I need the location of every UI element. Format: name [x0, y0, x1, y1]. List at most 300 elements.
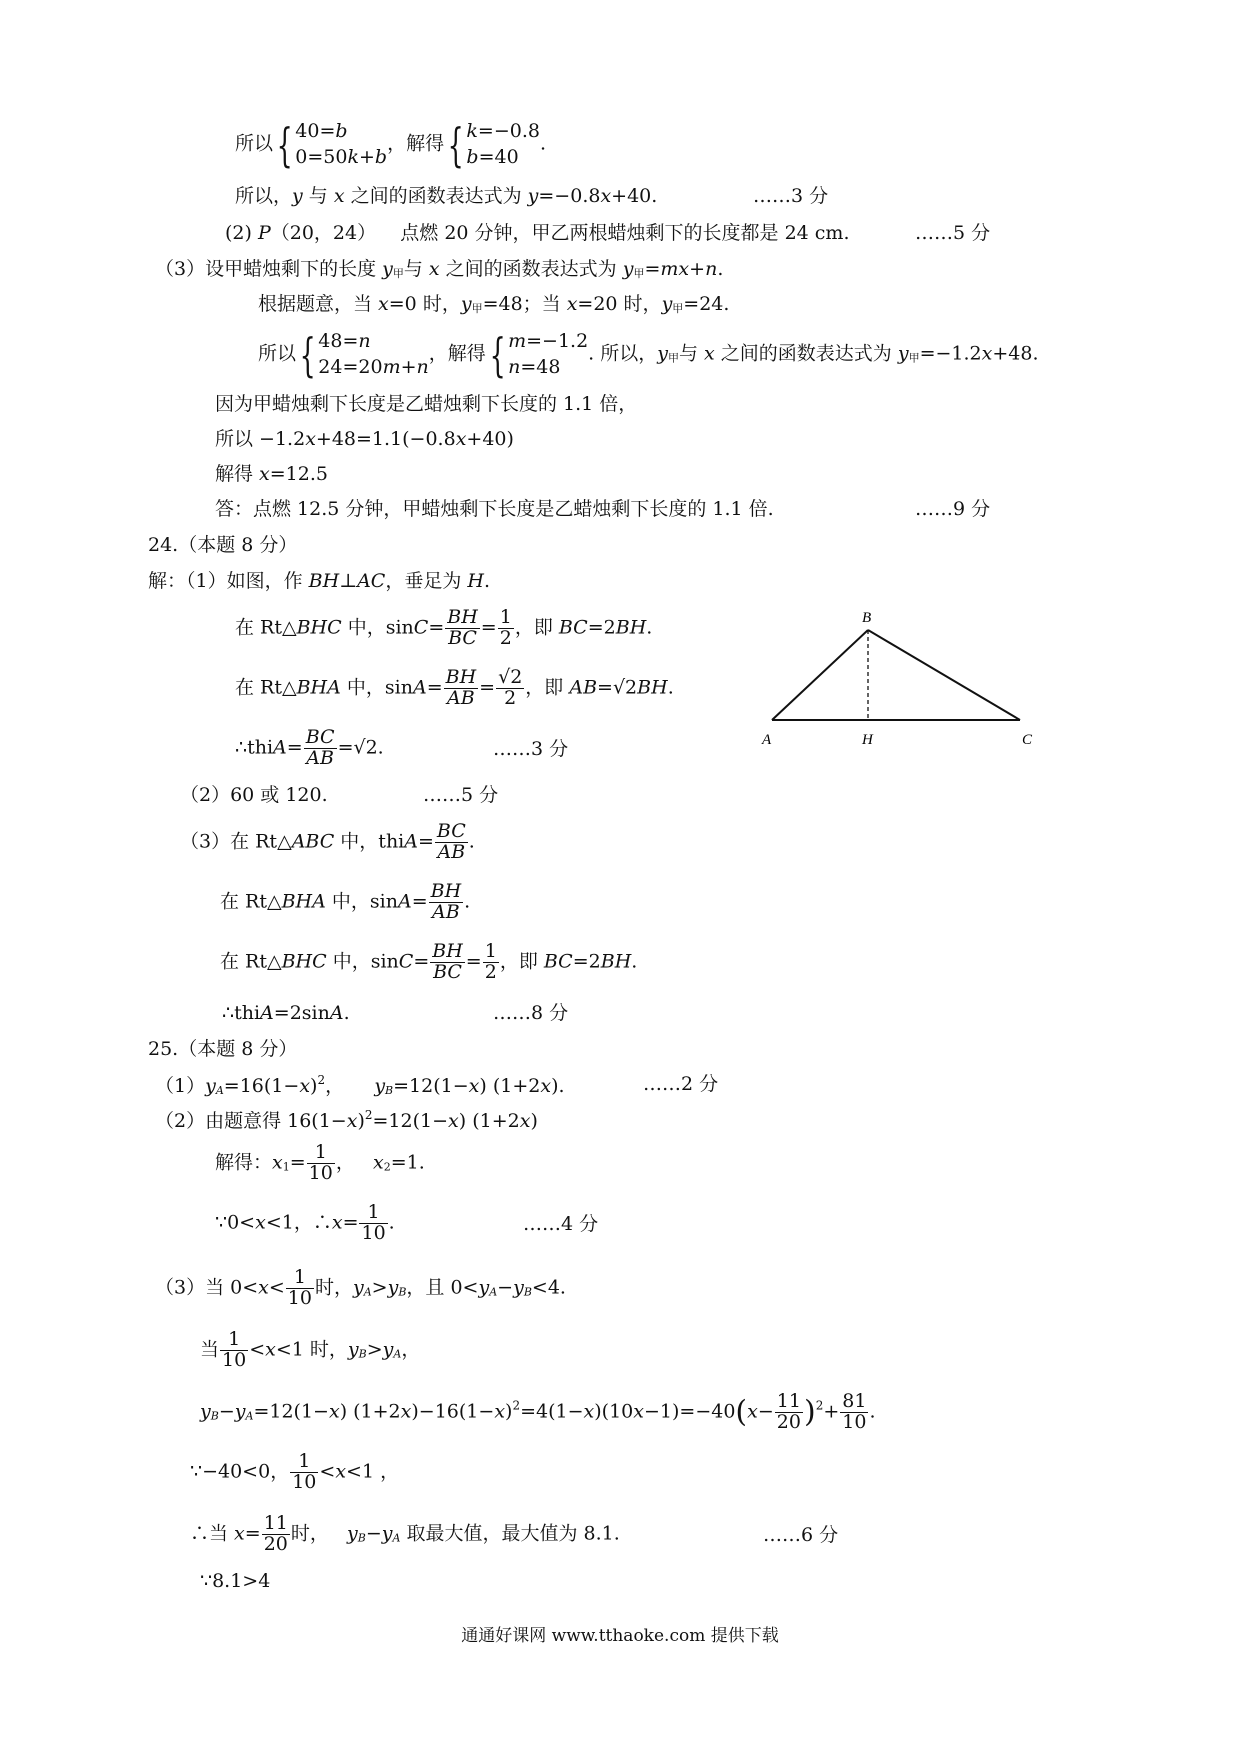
text: 之间的函数表达式为: [344, 185, 528, 207]
text: （1）: [155, 1075, 206, 1097]
denominator: 2: [504, 686, 517, 709]
line-25h: [190, 1452, 399, 1493]
text: =: [426, 676, 443, 699]
numerator: BH: [447, 606, 478, 628]
var: BHA: [296, 676, 341, 699]
line-24c: [235, 668, 674, 709]
denominator: 10: [308, 1161, 333, 1184]
var: n: [358, 330, 371, 352]
line-8: [215, 428, 514, 451]
var: y: [205, 1075, 216, 1097]
text: =12(1−: [372, 1110, 449, 1132]
var: x: [328, 1400, 340, 1423]
text: .: [717, 258, 724, 280]
numerator: 1: [286, 1268, 314, 1289]
var: C: [413, 616, 429, 639]
text: )−16(1−: [411, 1400, 495, 1423]
text: 40=: [295, 120, 336, 142]
text: 在 Rt△: [220, 890, 282, 913]
text: −: [497, 1276, 514, 1299]
text: ): [505, 1400, 513, 1423]
text: 中，thi: [334, 830, 405, 853]
var: x: [468, 1075, 480, 1097]
var: x: [455, 428, 467, 450]
sub: A: [215, 1084, 224, 1097]
numerator: √2: [498, 666, 523, 688]
text: =: [480, 616, 497, 639]
var: x: [583, 1400, 595, 1423]
numerator: BH: [432, 940, 463, 962]
text: <4.: [531, 1276, 566, 1299]
label-h: H: [862, 732, 873, 748]
text: 时，: [290, 1522, 329, 1545]
line-9: [215, 463, 328, 486]
var: x: [678, 258, 690, 280]
score-8: ……8 分: [493, 1002, 569, 1024]
line-24b: [235, 608, 652, 649]
text: =0 时，: [388, 293, 461, 315]
text: 取最大值，最大值为 8.1.: [400, 1522, 620, 1545]
text: =12.5: [269, 463, 328, 485]
var: y: [387, 1276, 399, 1299]
text: =12(1−: [253, 1400, 329, 1423]
text: 根据题意，当: [258, 293, 379, 315]
var: x: [272, 1151, 283, 1174]
text: <1 时，: [275, 1338, 348, 1361]
text: （2）由题意得 16(1−: [155, 1110, 347, 1132]
sub: 2: [383, 1160, 391, 1174]
score-3b: ……3 分: [493, 738, 569, 760]
numerator: 1: [359, 1203, 387, 1224]
text: 所以，: [235, 185, 293, 207]
text: ): [310, 1075, 318, 1097]
text: ，: [325, 1075, 345, 1097]
brace: {: [489, 327, 506, 382]
line-25c: [215, 1143, 425, 1184]
score-5b: ……5 分: [423, 784, 499, 806]
text: 当: [200, 1338, 220, 1361]
text: .: [464, 890, 471, 913]
score-3: ……3 分: [753, 185, 829, 207]
system-equations: [295, 119, 387, 170]
var: A: [329, 1002, 344, 1024]
var: y: [292, 185, 303, 207]
var: BH: [615, 616, 647, 639]
paren-close: ): [803, 1394, 816, 1430]
text: 48=: [318, 330, 359, 352]
text: =48: [520, 355, 561, 378]
sup: 2: [815, 1398, 824, 1413]
text: 之间的函数表达式为: [439, 258, 623, 280]
text: =: [286, 736, 303, 759]
var: A: [260, 1002, 274, 1024]
fraction: [498, 608, 514, 649]
var: A: [397, 890, 412, 913]
brace: {: [276, 117, 293, 172]
fraction: [430, 942, 465, 983]
score-5: ……5 分: [915, 222, 991, 244]
text: .: [343, 1002, 350, 1024]
text: ).: [551, 1075, 565, 1097]
line-5: [258, 293, 729, 316]
var: y: [657, 342, 668, 365]
text: ，垂足为: [385, 570, 468, 592]
numerator: 1: [499, 606, 512, 628]
numerator: 1: [484, 940, 497, 962]
sup: 2: [317, 1073, 326, 1087]
text: 在 Rt△: [220, 950, 282, 973]
text: 中，sin: [325, 890, 398, 913]
var: x: [428, 258, 440, 280]
var: C: [398, 950, 414, 973]
var: x: [519, 1110, 531, 1132]
denominator: AB: [437, 840, 466, 863]
var: x: [333, 185, 345, 207]
var: x: [566, 293, 578, 315]
var: b: [466, 145, 479, 168]
text: >: [366, 1338, 383, 1361]
var: y: [478, 1276, 490, 1299]
text: ，即: [499, 950, 544, 973]
var: y: [382, 258, 393, 280]
text: =: [289, 1151, 306, 1174]
text: +40): [466, 428, 514, 450]
sup: 2: [512, 1398, 521, 1413]
var: AB: [569, 676, 598, 699]
var: m: [660, 258, 679, 280]
question-25-heading: 25.（本题 8 分）: [148, 1038, 298, 1060]
text: .: [539, 132, 547, 155]
text: 在 Rt△: [235, 676, 297, 699]
line-24f: [180, 822, 475, 863]
text: ) (1+2: [479, 1075, 541, 1097]
text: =16(1−: [223, 1075, 300, 1097]
text: −: [365, 1522, 382, 1545]
text: >: [371, 1276, 388, 1299]
denominator: 20: [263, 1532, 288, 1555]
var: y: [347, 1522, 358, 1545]
sub: A: [363, 1285, 372, 1299]
fraction: [429, 882, 464, 923]
text: 之间的函数表达式为: [714, 342, 898, 365]
fraction: [445, 608, 480, 649]
text: =: [644, 258, 661, 280]
system-equations: [318, 329, 428, 380]
var: y: [527, 185, 539, 207]
text: 时，: [314, 1276, 353, 1299]
text: .: [388, 1211, 395, 1234]
var: x: [704, 342, 715, 365]
text: ，: [335, 1151, 355, 1174]
text: =4(1−: [520, 1400, 584, 1423]
text: )(10: [594, 1400, 634, 1423]
text: ∴thi: [222, 1002, 261, 1024]
text: ，: [401, 1338, 421, 1361]
text: =: [428, 616, 445, 639]
text: =: [244, 1522, 261, 1545]
sub: 甲: [392, 267, 404, 280]
numerator: 1: [220, 1330, 248, 1351]
var: BC: [558, 616, 588, 639]
denominator: 2: [484, 960, 497, 983]
var: x: [372, 1151, 384, 1174]
denominator: 10: [287, 1286, 312, 1309]
text: +48=1.1(−0.8: [315, 428, 456, 450]
line-3: [225, 222, 850, 245]
text: 与: [302, 185, 334, 207]
var: k: [466, 120, 478, 142]
sub: A: [245, 1409, 254, 1423]
var: x: [346, 1110, 358, 1132]
brace: {: [447, 117, 464, 172]
var: y: [460, 293, 472, 315]
numerator: 11: [263, 1512, 288, 1534]
var: n: [416, 355, 429, 378]
paren-open: (: [735, 1394, 748, 1430]
line-24e: （2）60 或 120.: [180, 784, 328, 806]
text: 点燃 20 分钟，甲乙两根蜡烛剩下的长度都是 24 cm.: [400, 222, 850, 244]
var: x: [265, 1338, 276, 1361]
text: =−0.8: [477, 120, 540, 142]
var: b: [335, 120, 348, 142]
text: ，即: [514, 616, 559, 639]
var: BHA: [281, 890, 326, 913]
var: x: [299, 1075, 311, 1097]
side-bc: [868, 630, 1020, 720]
text: （3）在 Rt△: [180, 830, 292, 853]
line-system-2: [258, 329, 1039, 380]
line-25j: ∵8.1>4: [200, 1570, 271, 1592]
sub: B: [357, 1531, 366, 1545]
sub: 甲: [668, 351, 679, 365]
fraction: [307, 1143, 335, 1184]
line-4: [155, 258, 723, 281]
line-7: 因为甲蜡烛剩下长度是乙蜡烛剩下长度的 1.1 倍，: [215, 393, 638, 415]
text: 所以: [258, 342, 297, 365]
numerator: 1: [307, 1143, 335, 1164]
sub: 甲: [672, 302, 684, 315]
line-25i: [190, 1514, 620, 1555]
numerator: 1: [290, 1452, 318, 1473]
var: x: [234, 1522, 245, 1545]
var: y: [381, 1522, 393, 1545]
var: x: [600, 185, 612, 207]
score-9: ……9 分: [915, 498, 991, 520]
var: BC: [543, 950, 573, 973]
text: .: [667, 676, 674, 699]
text: ) (1+2: [339, 1400, 401, 1423]
var: P: [257, 222, 271, 244]
denominator: BC: [448, 626, 477, 649]
score-6: ……6 分: [763, 1524, 839, 1546]
text: =: [342, 1211, 359, 1234]
line-25e: [155, 1268, 566, 1309]
var: x: [259, 463, 270, 485]
fraction: [840, 1392, 868, 1433]
text: <: [268, 1276, 285, 1299]
text: +40.: [611, 185, 658, 207]
text: （3）当 0<: [155, 1276, 259, 1299]
score-2: ……2 分: [643, 1073, 719, 1095]
fraction: [435, 822, 468, 863]
fraction: [286, 1268, 314, 1309]
var: y: [352, 1276, 364, 1299]
text: ) (1+2: [458, 1110, 520, 1132]
text: ∵−40<0，: [190, 1460, 290, 1483]
side-ab: [772, 630, 868, 720]
line-2: [235, 185, 657, 208]
score-4: ……4 分: [523, 1213, 599, 1235]
var: x: [981, 342, 993, 365]
line-25a: [155, 1073, 565, 1098]
denominator: BC: [433, 960, 462, 983]
sub: 甲: [633, 267, 645, 280]
text: ，即: [525, 676, 570, 699]
text: =1.: [390, 1151, 425, 1174]
text: 与: [679, 342, 705, 365]
var: y: [347, 1338, 359, 1361]
text: <: [319, 1460, 336, 1483]
fraction: [496, 668, 524, 709]
var: y: [234, 1400, 246, 1423]
text: −: [757, 1400, 774, 1423]
text: . 所以，: [588, 342, 658, 365]
var: BHC: [296, 616, 342, 639]
text: =20 时，: [577, 293, 662, 315]
text: =: [418, 830, 434, 853]
triangle-diagram: [760, 606, 1060, 756]
text: 所以: [235, 132, 274, 155]
text: =12(1−: [393, 1075, 469, 1097]
text: =√2.: [337, 736, 384, 759]
text: =: [413, 950, 430, 973]
var: x: [255, 1211, 266, 1234]
var: y: [374, 1075, 386, 1097]
text: +: [400, 355, 417, 378]
footer: 通通好课网 www.tthaoke.com 提供下载: [461, 1626, 779, 1646]
label-c: C: [1022, 732, 1033, 748]
text: =2sin: [273, 1002, 330, 1024]
sub: 1: [282, 1160, 290, 1174]
var: x: [747, 1400, 758, 1423]
line-24g: [220, 882, 470, 923]
fraction: [775, 1392, 803, 1433]
var: A: [412, 676, 427, 699]
line-system-1: [235, 119, 546, 170]
sub: B: [385, 1084, 394, 1097]
text: ∴thi: [235, 736, 274, 759]
denominator: 10: [361, 1221, 386, 1244]
var: y: [897, 342, 909, 365]
var: m: [382, 355, 401, 378]
var: x: [540, 1075, 552, 1097]
label-b: B: [862, 610, 872, 626]
label-a: A: [762, 732, 772, 748]
text: （3）设甲蜡烛剩下的长度: [155, 258, 383, 280]
var: x: [378, 293, 389, 315]
denominator: AB: [306, 746, 334, 769]
question-24-heading: 24.（本题 8 分）: [148, 534, 298, 556]
text: <1，∴: [265, 1211, 332, 1234]
text: +: [359, 145, 375, 168]
text: 中，sin: [340, 676, 413, 699]
line-24i: [222, 1002, 350, 1025]
line-24d: [235, 728, 384, 769]
var: BH: [308, 570, 340, 592]
text: .: [631, 950, 638, 973]
var: AC: [357, 570, 386, 592]
sub: A: [393, 1347, 402, 1361]
text: =: [479, 676, 496, 699]
sup: 2: [364, 1108, 373, 1122]
var: A: [273, 736, 287, 759]
fraction: [483, 942, 499, 983]
numerator: BC: [305, 726, 335, 748]
var: b: [374, 145, 388, 168]
fraction: [262, 1514, 290, 1555]
denominator: 10: [842, 1410, 867, 1433]
text: −1)=−40: [643, 1400, 736, 1423]
var: x: [494, 1400, 506, 1423]
line-25f: [200, 1330, 420, 1371]
text: ，解得: [428, 342, 486, 365]
text: =2: [587, 616, 616, 639]
text: +: [823, 1400, 840, 1423]
numerator: 81: [842, 1390, 867, 1412]
text: .: [646, 616, 653, 639]
denominator: AB: [432, 900, 460, 923]
var: x: [400, 1400, 412, 1423]
text: =2: [572, 950, 601, 973]
text: =48；当: [482, 293, 567, 315]
numerator: 11: [776, 1390, 801, 1412]
text: 0=50: [295, 145, 348, 168]
text: −: [218, 1400, 235, 1423]
var: n: [508, 355, 521, 378]
sub: B: [398, 1285, 407, 1299]
text: ): [530, 1110, 538, 1132]
var: BHC: [281, 950, 327, 973]
sub: 甲: [471, 302, 483, 315]
line-24a: [148, 570, 490, 593]
var: x: [258, 1276, 269, 1299]
var: m: [508, 330, 527, 352]
line-10: 答：点燃 12.5 分钟，甲蜡烛剩下长度是乙蜡烛剩下长度的 1.1 倍.: [215, 498, 774, 520]
text: =40: [478, 145, 519, 168]
fraction: [304, 728, 337, 769]
var: y: [661, 293, 673, 315]
denominator: 10: [292, 1470, 317, 1493]
var: y: [382, 1338, 394, 1361]
var: k: [347, 145, 359, 168]
sub: B: [210, 1409, 219, 1423]
text: =−0.8: [538, 185, 601, 207]
text: ): [357, 1110, 365, 1132]
numerator: BC: [436, 820, 466, 842]
text: 解：（1）如图，作: [148, 570, 309, 592]
text: <: [249, 1338, 266, 1361]
sub: B: [523, 1285, 532, 1299]
line-25b: [155, 1108, 538, 1133]
text: 与: [403, 258, 429, 280]
sub: B: [358, 1347, 367, 1361]
var: x: [331, 1211, 343, 1234]
var: ABC: [291, 830, 335, 853]
var: y: [513, 1276, 524, 1299]
denominator: AB: [447, 686, 475, 709]
text: (2): [225, 222, 258, 244]
denominator: 2: [499, 626, 512, 649]
